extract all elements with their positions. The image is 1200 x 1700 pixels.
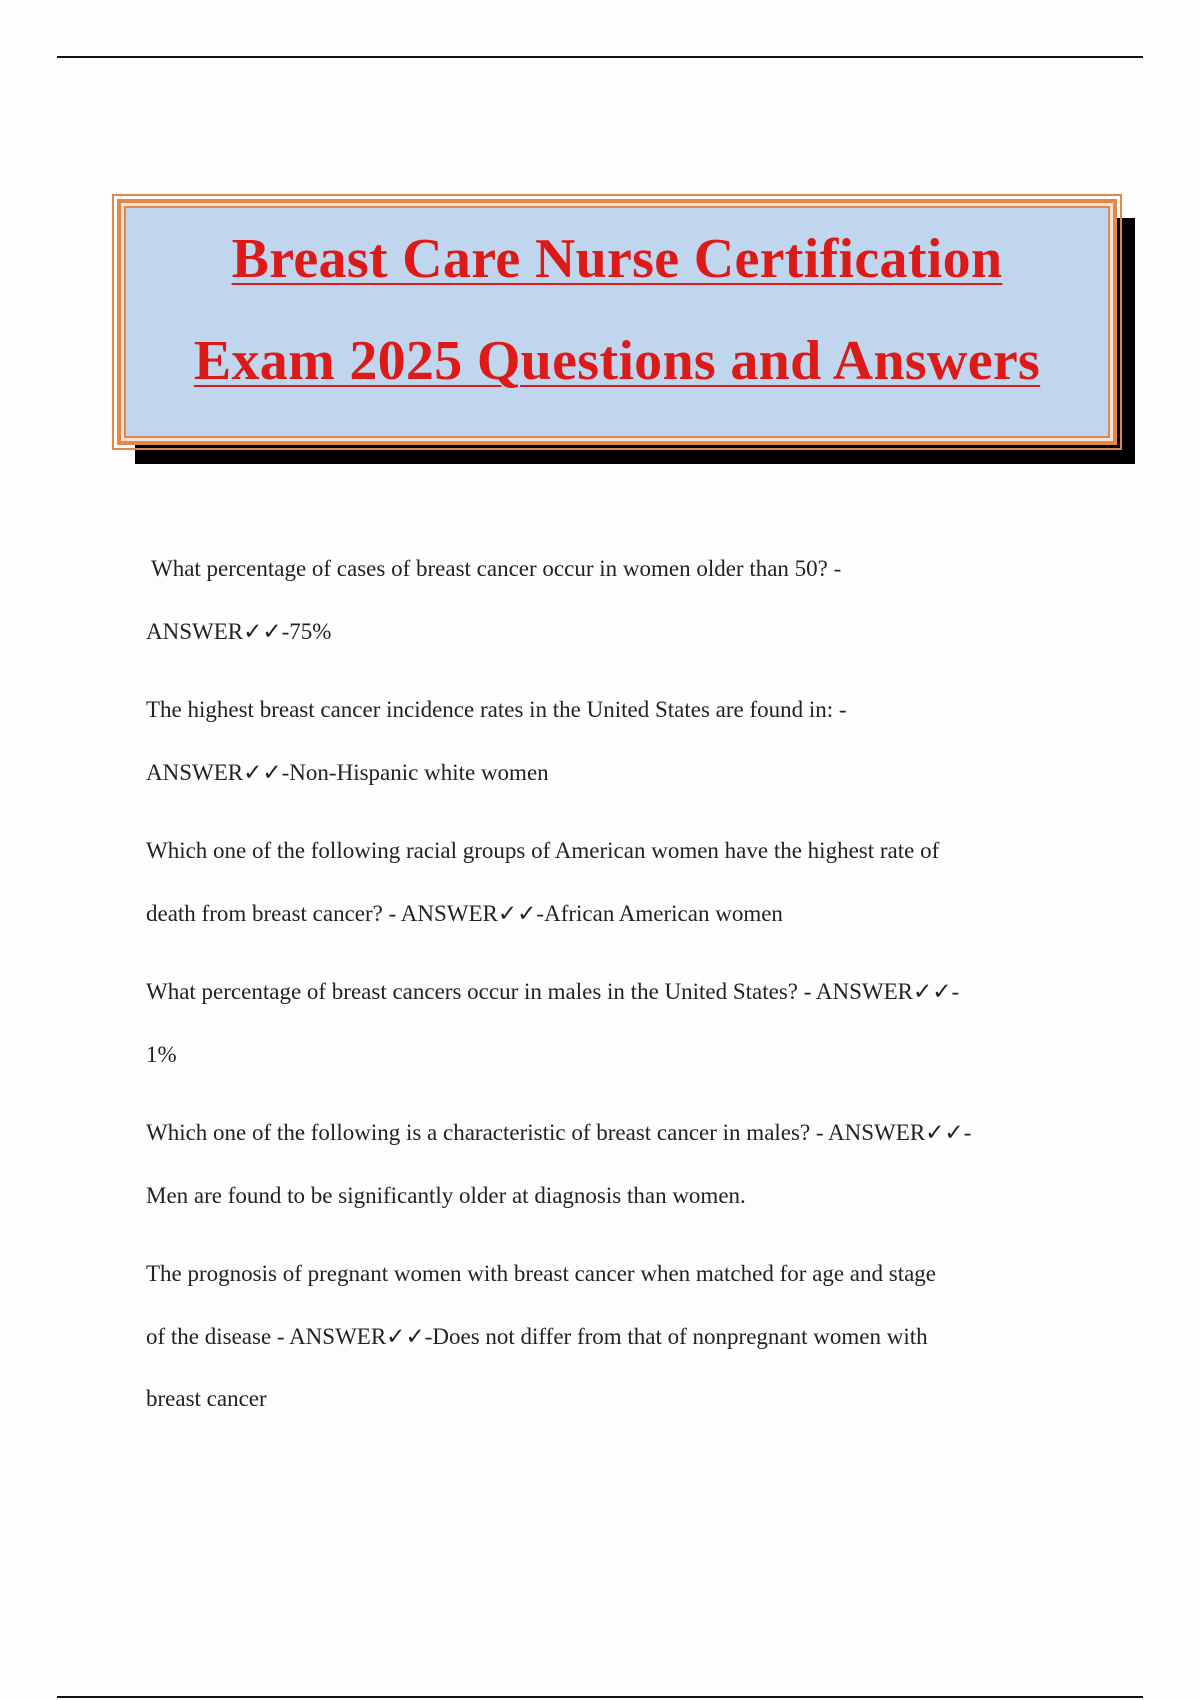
- qa-line: The prognosis of pregnant women with breast cancer when matched for age and stage: [146, 1261, 937, 1286]
- qa-item: [146, 961, 1086, 1086]
- qa-line: What percentage of cases of breast cancer occur in women older than 50? -: [151, 556, 842, 581]
- qa-line: breast cancer: [146, 1386, 267, 1411]
- qa-item: [146, 820, 1086, 945]
- qa-list: [146, 538, 1086, 1447]
- qa-item: [146, 1102, 1086, 1227]
- qa-line: Which one of the following racial groups of American women have the highest rate of: [146, 838, 940, 863]
- qa-item: [146, 538, 1086, 663]
- qa-line: What percentage of breast cancers occur in males in the United States? - ANSWER✓✓-: [146, 979, 960, 1004]
- qa-line: Men are found to be significantly older at diagnosis than women.: [146, 1182, 746, 1208]
- qa-line: The highest breast cancer incidence rates in the United States are found in: -: [146, 697, 847, 722]
- qa-line: death from breast cancer? - ANSWER✓✓-African American women: [146, 900, 783, 926]
- qa-line: 1%: [146, 1041, 177, 1067]
- title-line-1: Breast Care Nurse Certification: [231, 228, 1003, 290]
- bottom-rule: [57, 1696, 1143, 1698]
- qa-line: of the disease - ANSWER✓✓-Does not differ from that of nonpregnant women with: [146, 1323, 928, 1349]
- qa-item: [146, 679, 1086, 804]
- qa-line: ANSWER✓✓-75%: [146, 618, 332, 644]
- qa-line: ANSWER✓✓-Non-Hispanic white women: [146, 759, 549, 785]
- qa-line: Which one of the following is a characteristic of breast cancer in males? - ANSWER✓✓-: [146, 1120, 972, 1145]
- title-box: [117, 199, 1117, 445]
- title-line-2: Exam 2025 Questions and Answers: [193, 330, 1041, 392]
- top-rule: [57, 56, 1143, 58]
- qa-item: [146, 1243, 1086, 1431]
